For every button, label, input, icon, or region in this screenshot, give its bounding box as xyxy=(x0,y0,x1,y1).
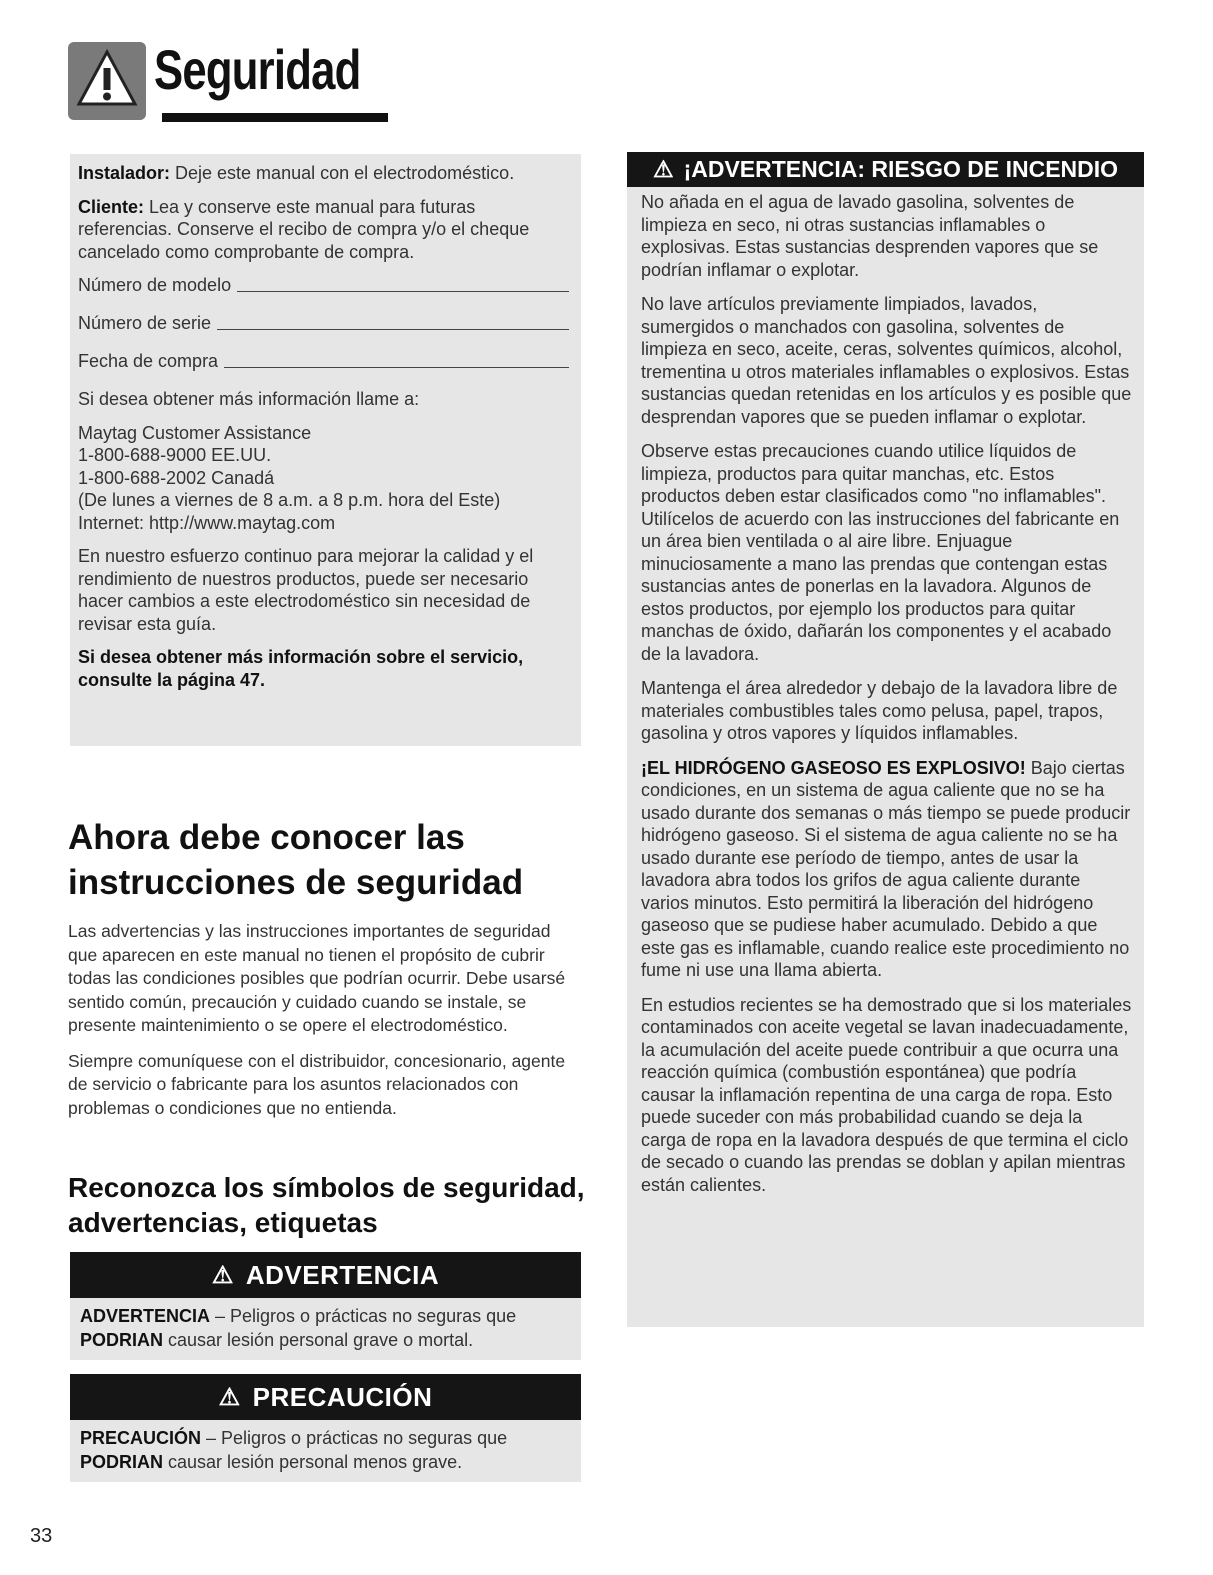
fire-paragraph-5 xyxy=(641,757,1132,982)
warning-triangle-icon: ⚠ xyxy=(211,1261,234,1289)
serial-number-field xyxy=(78,312,573,334)
fire-paragraph-3: Observe estas precauciones cuando utilice líquidos de limpieza, productos para quitar manchas, etc. Estos productos deben estar clasificados como "no inflamables". Utilícelos de acuerdo con las instrucciones del fabricante en un área bien ventilada o al aire libre. Enjuague minuciosamente a mano las prendas que contengan estas sustancias antes de ponerlas en la lavadora. Algunos de estos productos, por ejemplo los productos para quitar manchas de óxido, dañarán los componentes y el acabado de la lavadora. xyxy=(641,441,1120,664)
serial-number-label: Número de serie xyxy=(78,313,212,333)
fire-paragraph-6: En estudios recientes se ha demostrado que si los materiales contaminados con aceite vegetal se lavan inadecuadamente, la acumulación del aceite puede contribuir a que ocurra una reacción química (combustión espontánea) que podría causar la inflamación repentina de una carga de ropa. Esto puede suceder con más probabilidad cuando se deja la carga de ropa en la lavadora después de que termina el ciclo de secado o cuando las prendas se doblan y apilan mientras están calientes. xyxy=(641,994,1132,1195)
page-header xyxy=(68,38,419,120)
purchase-date-label: Fecha de compra xyxy=(78,351,219,371)
service-note: Si desea obtener más información sobre el servicio, consulte la página 47. xyxy=(78,647,524,690)
warning-label-block xyxy=(70,1252,581,1360)
fire-paragraph-2: No lave artículos previamente limpiados, lavados, sumergidos o manchados con gasolina, solventes de limpieza en seco, aceite, ceras, solventes químicos, alcohol, trementina u otros materiales inflamables o explosivos. Estas sustancias quedan retenidas en los artículos y es posible que desprendan vapores que se pueden inflamar o explotar. xyxy=(641,294,1132,427)
safety-heading: Ahora debe conocer las instrucciones de seguridad xyxy=(68,818,524,902)
fire-warning-bar xyxy=(627,152,1144,187)
caution-bar xyxy=(70,1374,581,1420)
fire-paragraph-4: Mantenga el área alrededor y debajo de la lavadora libre de materiales combustibles tales como pelusa, papel, trapos, gasolina y otros vapores y líquidos inflamables. xyxy=(641,678,1118,743)
safety-paragraph-1: Las advertencias y las instrucciones importantes de seguridad que aparecen en este manual no tienen el propósito de cubrir todas las condiciones posibles que podrían ocurrir. Debe usarsé sentido común, precaución y cuidado cuando se instale, se presente maintenimiento o se opere el electrodoméstico. xyxy=(68,921,566,1035)
phone-us: 1-800-688-9000 EE.UU. xyxy=(78,445,272,465)
caution-text xyxy=(70,1420,581,1482)
warning-triangle-icon xyxy=(68,42,146,120)
more-info-text: Si desea obtener más información llame a: xyxy=(78,389,420,409)
contact-hours: (De lunes a viernes de 8 a.m. a 8 p.m. hora del Este) xyxy=(78,490,501,510)
warning-text-2: causar lesión personal grave o mortal. xyxy=(163,1330,474,1350)
fire-hazard-warning xyxy=(627,152,1144,1327)
caution-strong: PODRIAN xyxy=(80,1452,164,1472)
title-underline xyxy=(162,113,388,122)
contact-name: Maytag Customer Assistance xyxy=(78,422,312,443)
client-note xyxy=(78,196,573,264)
safety-intro xyxy=(68,920,583,1132)
client-label: Cliente: xyxy=(78,196,145,217)
warning-strong: PODRIAN xyxy=(80,1330,164,1350)
caution-bar-label: PRECAUCIÓN xyxy=(252,1381,433,1412)
page-title: Seguridad xyxy=(154,38,361,101)
warning-bar xyxy=(70,1252,581,1298)
improvement-note: En nuestro esfuerzo continuo para mejorar la calidad y el rendimiento de nuestros productos, puede ser necesario hacer cambios a este electrodoméstico sin necesidad de revisar esta guía. xyxy=(78,546,534,634)
model-number-field xyxy=(78,274,573,296)
fire-warning-text xyxy=(627,187,1144,1196)
caution-label-block xyxy=(70,1374,581,1482)
serial-number-line xyxy=(217,329,569,330)
warning-text xyxy=(70,1298,581,1360)
warning-bar-label: ADVERTENCIA xyxy=(245,1259,440,1290)
purchase-date-line xyxy=(224,367,569,368)
hydrogen-text: Bajo ciertas condiciones, en un sistema de agua caliente que no se ha usado durante dos semanas o más tiempo se puede producir hidrógeno gaseoso. Si el sistema de agua caliente no se ha usado durante ese período de tiempo, antes de usar la lavadora abra todos los grifos de agua caliente durante varios minutos. Esto permitirá la liberación del hidrógeno gaseoso que se pudiese haber acumulado. Debido a que este gas es inflamable, cuando realice este procedimiento no fume ni use una llama abierta. xyxy=(641,757,1131,980)
page-number: 33 xyxy=(30,1525,53,1547)
installer-label: Instalador: xyxy=(78,163,171,183)
safety-paragraph-2: Siempre comuníquese con el distribuidor, concesionario, agente de servicio o fabricante para los asuntos relacionados con problemas o condiciones que no entienda. xyxy=(68,1050,566,1118)
owner-info-box xyxy=(70,154,581,746)
internet-address: Internet: http://www.maytag.com xyxy=(78,512,336,533)
symbols-heading: Reconozca los símbolos de seguridad, advertencias, etiquetas xyxy=(68,1172,585,1238)
installer-text: Deje este manual con el electrodoméstico. xyxy=(170,163,515,183)
caution-text-1: – Peligros o prácticas no seguras que xyxy=(201,1428,508,1448)
warning-triangle-icon: ⚠ xyxy=(652,156,674,182)
installer-note xyxy=(78,162,573,185)
model-number-label: Número de modelo xyxy=(78,275,232,295)
warning-term: ADVERTENCIA xyxy=(80,1306,211,1326)
client-text: Lea y conserve este manual para futuras referencias. Conserve el recibo de compra y/o el cheque cancelado como comprobante de compra. xyxy=(78,196,530,262)
fire-warning-bar-label: ¡ADVERTENCIA: RIESGO DE INCENDIO xyxy=(683,156,1119,182)
hydrogen-warning: ¡EL HIDRÓGENO GASEOSO ES EXPLOSIVO! xyxy=(641,757,1026,778)
warning-text-1: – Peligros o prácticas no seguras que xyxy=(210,1306,517,1326)
caution-text-2: causar lesión personal menos grave. xyxy=(163,1452,463,1472)
phone-canada: 1-800-688-2002 Canadá xyxy=(78,467,275,488)
fire-paragraph-1: No añada en el agua de lavado gasolina, solventes de limpieza en seco, ni otras sustancias inflamables o explosivas. Estas sustancias desprenden vapores que se podrían inflamar o explotar. xyxy=(641,192,1099,280)
purchase-date-field xyxy=(78,350,573,372)
caution-term: PRECAUCIÓN xyxy=(80,1428,202,1448)
model-number-line xyxy=(237,291,569,292)
warning-triangle-icon: ⚠ xyxy=(218,1383,241,1411)
